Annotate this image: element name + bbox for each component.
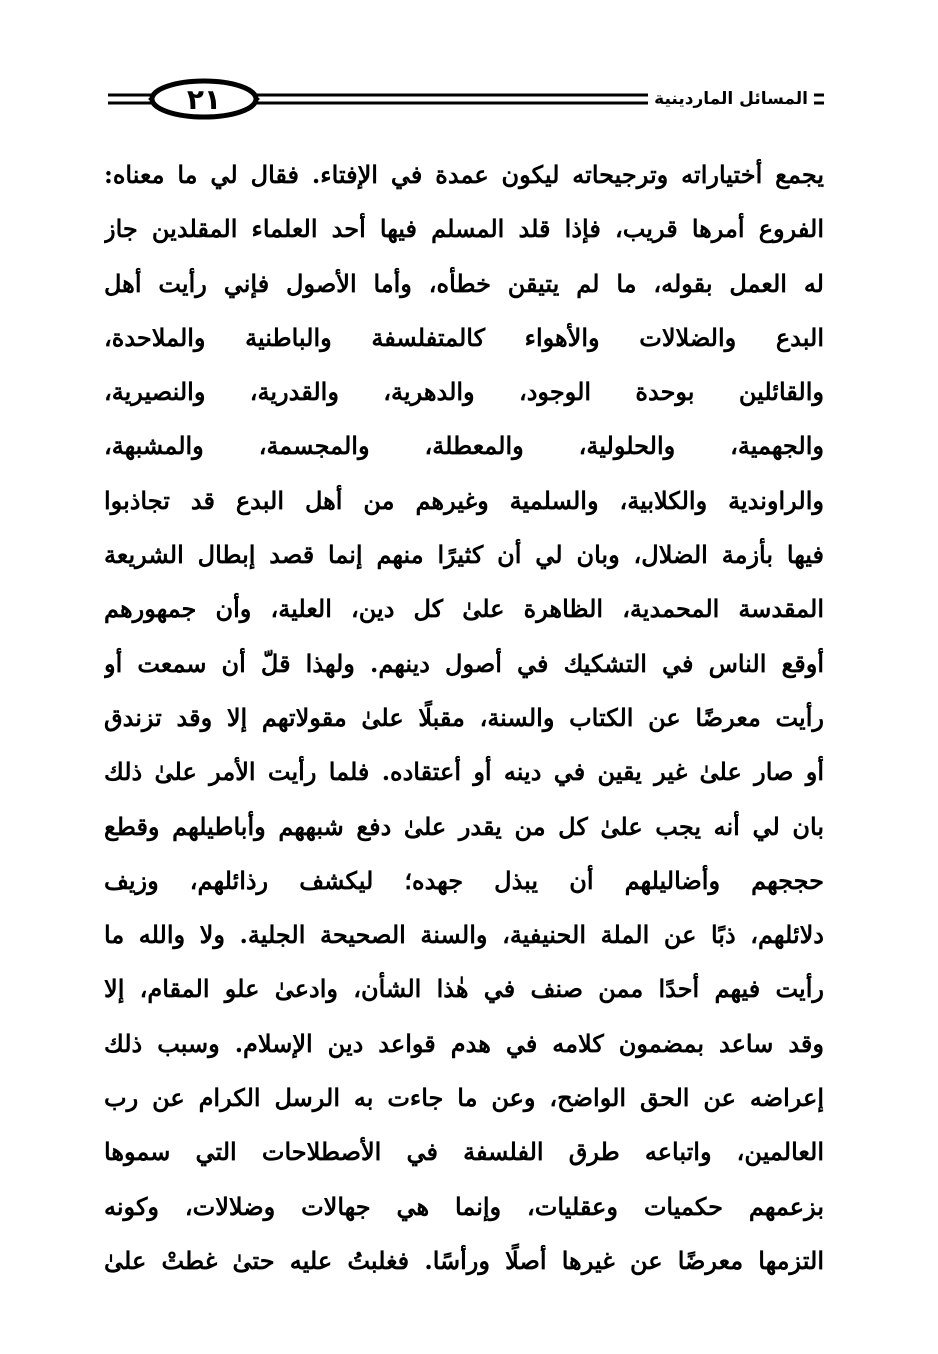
page-number: ٢١ xyxy=(186,83,222,116)
text-line: أوقع الناس في التشكيك في أصول دينهم. ولهذا قلّ أن سمعت أو xyxy=(104,648,824,678)
text-line: بزعمهم حكميات وعقليات، وإنما هي جهالات وضلالات، وكونه xyxy=(104,1191,824,1221)
text-line: رأيت معرضًا عن الكتاب والسنة، مقبلًا علىٰ مقولاتهم إلا وقد تزندق xyxy=(104,702,824,732)
text-line: والجهمية، والحلولية، والمعطلة، والمجسمة، والمشبهة، xyxy=(104,431,824,461)
text-line: التزمها معرضًا عن غيرها أصلًا ورأسًا. فغلبتُ عليه حتىٰ غطتْ علىٰ xyxy=(104,1245,824,1275)
text-line: دلائلهم، ذبًا عن الملة الحنيفية، والسنة الصحيحة الجلية. ولا والله ما xyxy=(104,920,824,950)
text-line: رأيت فيهم أحدًا ممن صنف في هٰذا الشأن، وادعىٰ علو المقام، إلا xyxy=(104,974,824,1004)
text-line: البدع والضلالات والأهواء كالمتفلسفة والباطنية والملاحدة، xyxy=(104,322,824,352)
text-line: إعراضه عن الحق الواضح، وعن ما جاءت به الرسل الكرام عن رب xyxy=(104,1083,824,1113)
text-line: والقائلين بوحدة الوجود، والدهرية، والقدرية، والنصيرية، xyxy=(104,377,824,407)
text-line: له العمل بقوله، ما لم يتيقن خطأه، وأما الأصول فإني رأيت أهل xyxy=(104,268,824,298)
text-line: بان لي أنه يجب علىٰ كل من يقدر علىٰ دفع شبههم وأباطيلهم وقطع xyxy=(104,811,824,841)
page-header xyxy=(108,72,824,128)
text-line: حججهم وأضاليلهم أن يبذل جهده؛ ليكشف رذائلهم، وزيف xyxy=(104,865,824,895)
text-line: أو صار علىٰ غير يقين في دينه أو أعتقاده. فلما رأيت الأمر علىٰ ذلك xyxy=(104,757,824,787)
text-line: والراوندية والكلابية، والسلمية وغيرهم من أهل البدع قد تجاذبوا xyxy=(104,485,824,515)
body-text xyxy=(104,148,824,1288)
text-line: المقدسة المحمدية، الظاهرة علىٰ كل دين، العلية، وأن جمهورهم xyxy=(104,594,824,624)
text-line: وقد ساعد بمضمون كلامه في هدم قواعد دين الإسلام. وسبب ذلك xyxy=(104,1028,824,1058)
text-line: العالمين، واتباعه طرق الفلسفة في الأصطلاحات التي سموها xyxy=(104,1137,824,1167)
running-title: المسائل الماردينية xyxy=(648,82,814,116)
text-line: الفروع أمرها قريب، فإذا قلد المسلم فيها أحد العلماء المقلدين جاز xyxy=(104,214,824,244)
text-line: يجمع أختياراته وترجيحاته ليكون عمدة في الإفتاء. فقال لي ما معناه: xyxy=(104,160,824,189)
text-line: فيها بأزمة الضلال، وبان لي أن كثيرًا منهم إنما قصد إبطال الشريعة xyxy=(104,540,824,570)
